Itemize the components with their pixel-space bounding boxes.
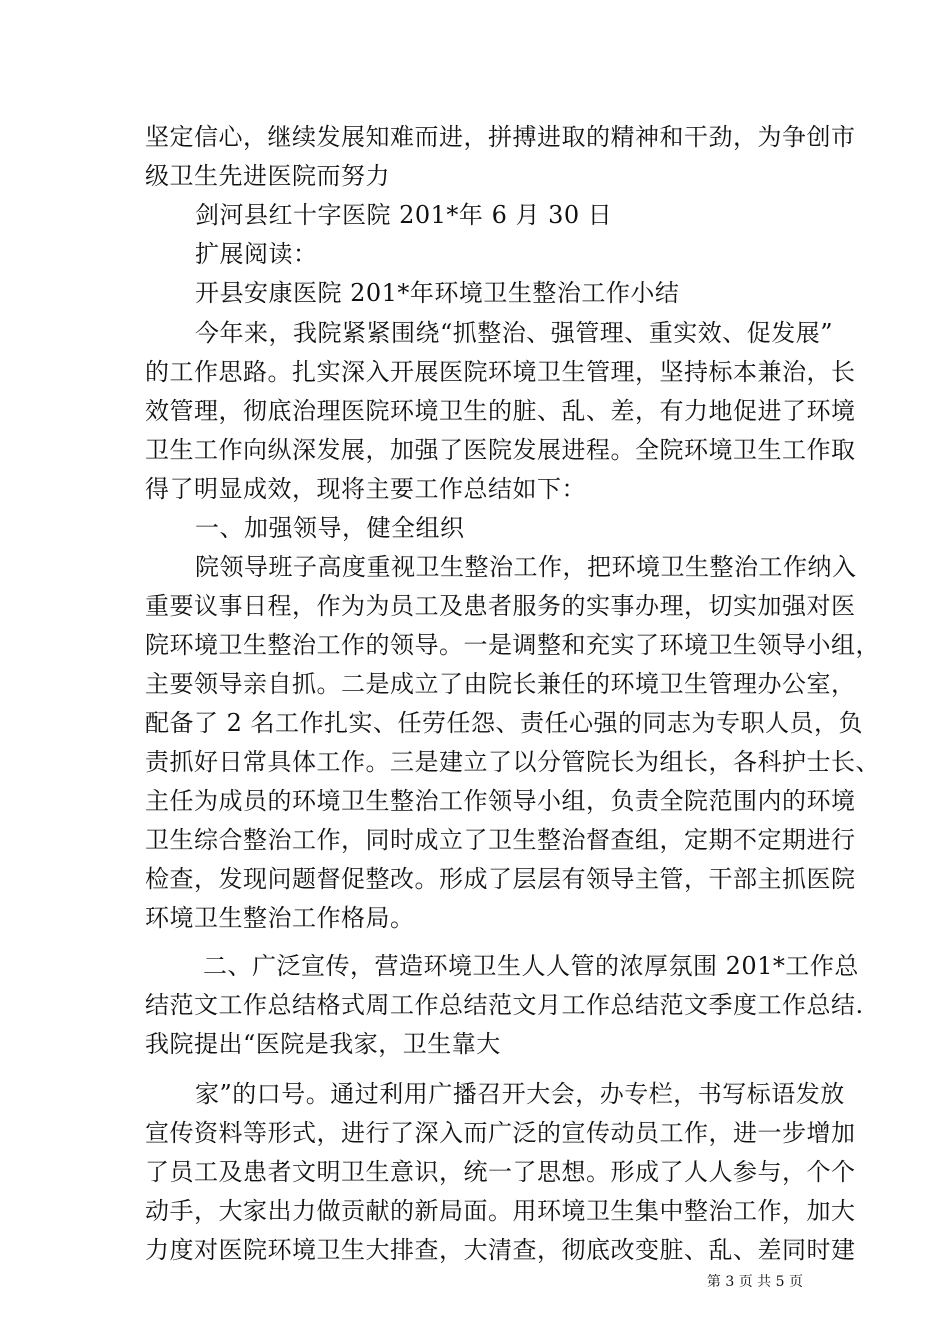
text-line: 级卫生先进医院而努力 [145,162,390,190]
text-line: 卫生工作向纵深发展，加强了医院发展进程。全院环境卫生工作取 [145,436,856,464]
text-line: 今年来，我院紧紧围绕“抓整治、强管理、重实效、促发展” [195,319,834,347]
text-line: 坚定信心，继续发展知难而进，拼搏进取的精神和干劲，为争创市 [145,123,856,151]
text-line: 动手，大家出力做贡献的新局面。用环境卫生集中整治工作，加大 [145,1197,856,1225]
text-line: 家”的口号。通过利用广播召开大会，办专栏，书写标语发放 [195,1080,845,1108]
text-line: 结范文工作总结格式周工作总结范文月工作总结范文季度工作总结. [145,991,864,1019]
text-line: 检查，发现问题督促整改。形成了层层有领导主管，干部主抓医院 [145,865,856,893]
text-line: 力度对医院环境卫生大排查，大清查，彻底改变脏、乱、差同时建 [145,1236,856,1264]
text-line: 卫生综合整治工作，同时成立了卫生整治督查组，定期不定期进行 [145,826,856,854]
section-heading: 一、加强领导，健全组织 [195,514,465,542]
text-line: 主任为成员的环境卫生整治工作领导小组，负责全院范围内的环境 [145,787,856,815]
text-line: 院环境卫生整治工作的领导。一是调整和充实了环境卫生领导小组， [145,631,880,659]
text-line: 的工作思路。扎实深入开展医院环境卫生管理，坚持标本兼治，长 [145,358,856,386]
text-line: 院领导班子高度重视卫生整治工作，把环境卫生整治工作纳入 [195,553,857,581]
text-line: 责抓好日常具体工作。三是建立了以分管院长为组长，各科护士长、 [145,748,880,776]
section-heading: 二、广泛宣传，营造环境卫生人人管的浓厚氛围 201*工作总 [203,952,859,980]
text-line: 配备了 2 名工作扎实、任劳任怨、责任心强的同志为专职人员，负 [145,709,864,737]
text-line: 剑河县红十字医院 201*年 6 月 30 日 [195,201,613,229]
text-line: 扩展阅读： [195,240,318,268]
text-line: 了员工及患者文明卫生意识，统一了思想。形成了人人参与，个个 [145,1158,856,1186]
text-line: 主要领导亲自抓。二是成立了由院长兼任的环境卫生管理办公室， [145,670,856,698]
text-line: 效管理，彻底治理医院环境卫生的脏、乱、差，有力地促进了环境 [145,397,856,425]
text-line: 宣传资料等形式，进行了深入而广泛的宣传动员工作，进一步增加 [145,1119,856,1147]
text-line: 重要议事日程，作为为员工及患者服务的实事办理，切实加强对医 [145,592,856,620]
text-line: 我院提出“医院是我家，卫生靠大 [145,1030,501,1058]
text-line: 环境卫生整治工作格局。 [145,904,415,932]
text-line: 得了明显成效，现将主要工作总结如下： [145,475,586,503]
page-indicator: 第 3 页 共 5 页 [706,1274,803,1290]
text-line: 开县安康医院 201*年环境卫生整治工作小结 [195,279,680,307]
